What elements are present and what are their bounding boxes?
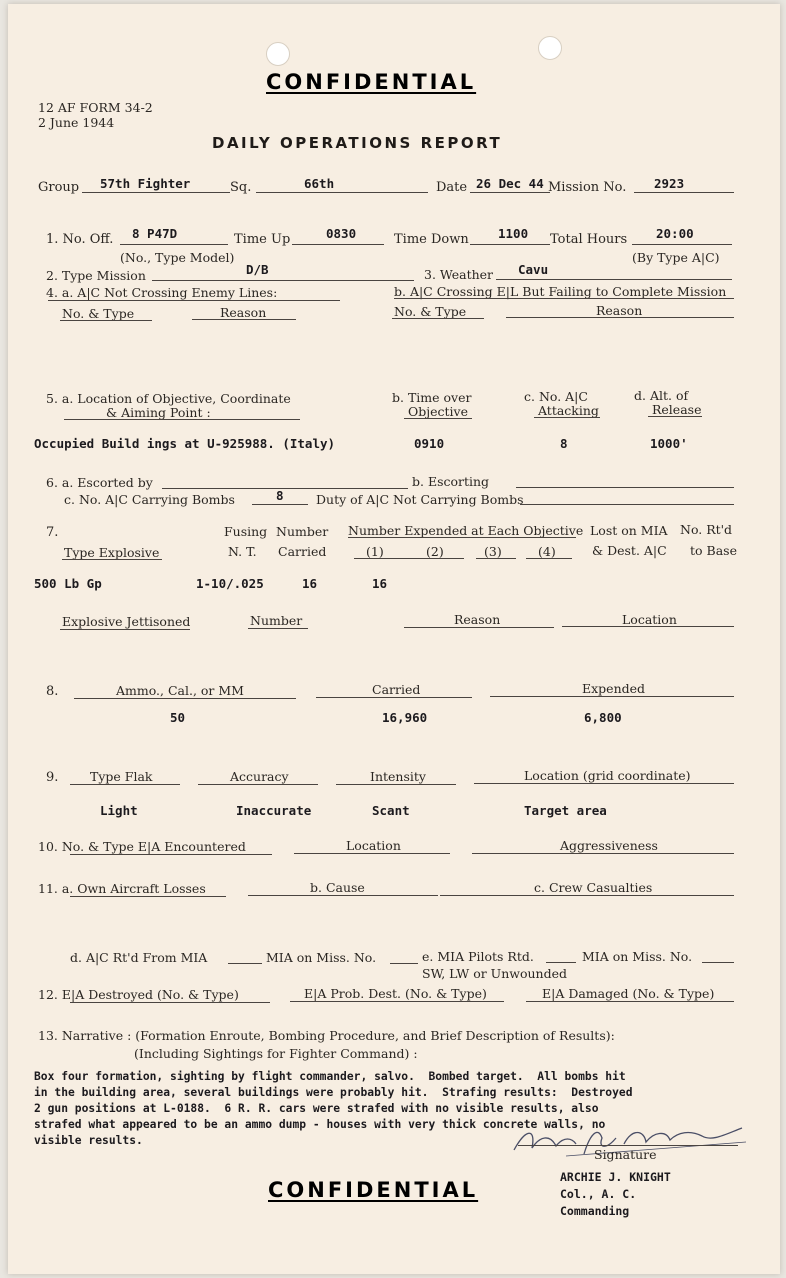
mission-label: Mission No. — [548, 180, 627, 195]
time-down-label: Time Down — [394, 232, 469, 247]
time-up-value: 0830 — [326, 226, 357, 241]
group-value: 57th Fighter — [100, 176, 191, 191]
item5d-label-1: d. Alt. of — [634, 388, 689, 403]
flak-location-label: Location (grid coordinate) — [524, 768, 691, 783]
flak-type-value: Light — [100, 803, 138, 818]
punch-hole-left — [266, 42, 290, 66]
type-mission-value: D/B — [246, 262, 269, 277]
fusing-label-1: Fusing — [224, 524, 268, 539]
jettisoned-reason-label: Reason — [454, 612, 501, 627]
narrative-label-2: (Including Sightings for Fighter Command) : — [134, 1046, 418, 1061]
cause-label: b. Cause — [310, 880, 365, 895]
item4a-label: 4. a. A|C Not Crossing Enemy Lines: — [46, 285, 278, 300]
confidential-footer: CONFIDENTIAL — [268, 1178, 479, 1202]
flak-location-value: Target area — [524, 803, 607, 818]
item8-number: 8. — [46, 684, 59, 699]
weather-value: Cavu — [518, 262, 549, 277]
date-label: Date — [436, 180, 468, 195]
narrative-line-4: strafed what appeared to be an ammo dump - houses with very thick concrete walls, no — [34, 1118, 606, 1131]
item10-location-label: Location — [346, 838, 401, 853]
weather-label: 3. Weather — [424, 267, 494, 282]
item4a-reason: Reason — [220, 305, 267, 320]
jettisoned-number-label: Number — [250, 613, 303, 628]
narrative-line-5: visible results. — [34, 1134, 143, 1147]
narrative-label-1: 13. Narrative : (Formation Enroute, Bombing Procedure, and Brief Description of Results): — [38, 1028, 615, 1043]
total-hours-value: 20:00 — [656, 226, 694, 241]
ea-destroyed-label: 12. E|A Destroyed (No. & Type) — [38, 987, 239, 1002]
narrative-line-1: Box four formation, sighting by flight commander, salvo. Bombed target. All bombs hit — [34, 1070, 626, 1083]
explosive-type-value: 500 Lb Gp — [34, 576, 102, 591]
objective-location-value: Occupied Build ings at U-925988. (Italy) — [34, 436, 336, 451]
ammo-expended-value: 6,800 — [584, 710, 622, 725]
total-hours-subtitle: (By Type A|C) — [632, 250, 720, 265]
own-losses-label: 11. a. Own Aircraft Losses — [38, 881, 206, 896]
time-up-label: Time Up — [234, 232, 291, 247]
flak-type-label: Type Flak — [90, 769, 153, 784]
flak-intensity-value: Scant — [372, 803, 410, 818]
ammo-expended-label: Expended — [582, 681, 646, 696]
narrative-line-3: 2 gun positions at L-0188. 6 R. R. cars were strafed with no visible results, also — [34, 1102, 599, 1115]
fusing-value: 1-10/.025 — [196, 576, 264, 591]
flak-accuracy-value: Inaccurate — [236, 803, 312, 818]
form-date: 2 June 1944 — [38, 115, 115, 130]
number-carried-value: 16 — [302, 576, 318, 591]
crew-casualties-label: c. Crew Casualties — [534, 880, 653, 895]
no-ac-attacking-value: 8 — [560, 436, 568, 451]
wound-status-label: SW, LW or Unwounded — [422, 966, 567, 981]
ea-prob-dest-label: E|A Prob. Dest. (No. & Type) — [304, 986, 487, 1001]
jettisoned-label: Explosive Jettisoned — [62, 614, 191, 629]
type-mission-label: 2. Type Mission — [46, 268, 146, 283]
mia-miss-label-2: MIA on Miss. No. — [582, 949, 693, 964]
mission-value: 2923 — [654, 176, 685, 191]
report-title: DAILY OPERATIONS REPORT — [212, 134, 503, 152]
item4b-reason: Reason — [596, 303, 643, 318]
ea-damaged-label: E|A Damaged (No. & Type) — [542, 986, 715, 1001]
number-label-1: Number — [276, 524, 329, 539]
fusing-label-2: N. T. — [228, 544, 257, 559]
item5b-label-1: b. Time over — [392, 390, 472, 405]
objective-3-label: (3) — [484, 544, 502, 559]
confidential-header: CONFIDENTIAL — [266, 70, 477, 94]
mia-miss-label: MIA on Miss. No. — [266, 950, 377, 965]
sq-value: 66th — [304, 176, 335, 191]
rtd-label-1: No. Rt'd — [680, 522, 733, 537]
report-page — [8, 4, 780, 1274]
objective-1-label: (1) — [366, 544, 384, 559]
item5c-label-2: Attacking — [538, 403, 599, 418]
item9-number: 9. — [46, 770, 59, 785]
item5a-label-1: 5. a. Location of Objective, Coordinate — [46, 391, 291, 406]
item5d-label-2: Release — [652, 402, 702, 417]
item4b-no-type: No. & Type — [394, 304, 467, 319]
escorted-by-label: 6. a. Escorted by — [46, 475, 153, 490]
aggressiveness-label: Aggressiveness — [560, 838, 658, 853]
item7-number: 7. — [46, 525, 59, 540]
signer-title: Commanding — [560, 1204, 630, 1218]
item4b-label: b. A|C Crossing E|L But Failing to Complete Mission — [394, 284, 727, 299]
time-down-value: 1100 — [498, 226, 529, 241]
item4a-no-type: No. & Type — [62, 306, 135, 321]
item5c-label-1: c. No. A|C — [524, 389, 588, 404]
total-hours-label: Total Hours — [550, 232, 628, 247]
ac-rtd-mia-label: d. A|C Rt'd From MIA — [70, 950, 208, 965]
no-off-subtitle: (No., Type Model) — [120, 250, 235, 265]
sq-label: Sq. — [230, 180, 252, 195]
time-over-value: 0910 — [414, 436, 445, 451]
expended-obj1-value: 16 — [372, 576, 388, 591]
mia-pilots-label: e. MIA Pilots Rtd. — [422, 949, 534, 964]
ammo-value: 50 — [170, 710, 186, 725]
carrying-bombs-label: c. No. A|C Carrying Bombs — [64, 492, 235, 507]
signer-rank: Col., A. C. — [560, 1187, 637, 1201]
number-label-2: Carried — [278, 544, 327, 559]
rtd-label-2: to Base — [690, 543, 737, 558]
ammo-carried-label: Carried — [372, 682, 421, 697]
jettisoned-location-label: Location — [622, 612, 677, 627]
lost-mia-label-1: Lost on MIA — [590, 523, 668, 538]
carrying-bombs-value: 8 — [276, 488, 284, 503]
objective-2-label: (2) — [426, 544, 444, 559]
signer-name: ARCHIE J. KNIGHT — [560, 1170, 671, 1184]
item5a-label-2: & Aiming Point : — [106, 405, 211, 420]
punch-hole-right — [538, 36, 562, 60]
item10-label: 10. No. & Type E|A Encountered — [38, 839, 246, 854]
flak-accuracy-label: Accuracy — [230, 769, 289, 784]
expended-label: Number Expended at Each Objective — [348, 523, 584, 538]
item5b-label-2: Objective — [408, 404, 469, 419]
duty-label: Duty of A|C Not Carrying Bombs — [316, 492, 524, 507]
lost-mia-label-2: & Dest. A|C — [592, 543, 667, 558]
no-off-label: 1. No. Off. — [46, 232, 114, 247]
type-explosive-label: Type Explosive — [64, 545, 160, 560]
group-label: Group — [38, 180, 80, 195]
no-off-value: 8 P47D — [132, 226, 178, 241]
ammo-carried-value: 16,960 — [382, 710, 428, 725]
signature-label: Signature — [594, 1147, 657, 1162]
narrative-line-2: in the building area, several buildings were probably hit. Strafing results: Destroyed — [34, 1086, 633, 1099]
date-value: 26 Dec 44 — [476, 176, 544, 191]
flak-intensity-label: Intensity — [370, 769, 426, 784]
form-number: 12 AF FORM 34-2 — [38, 100, 153, 115]
escorting-label: b. Escorting — [412, 474, 490, 489]
alt-release-value: 1000' — [650, 436, 688, 451]
ammo-label: Ammo., Cal., or MM — [116, 683, 244, 698]
objective-4-label: (4) — [538, 544, 556, 559]
